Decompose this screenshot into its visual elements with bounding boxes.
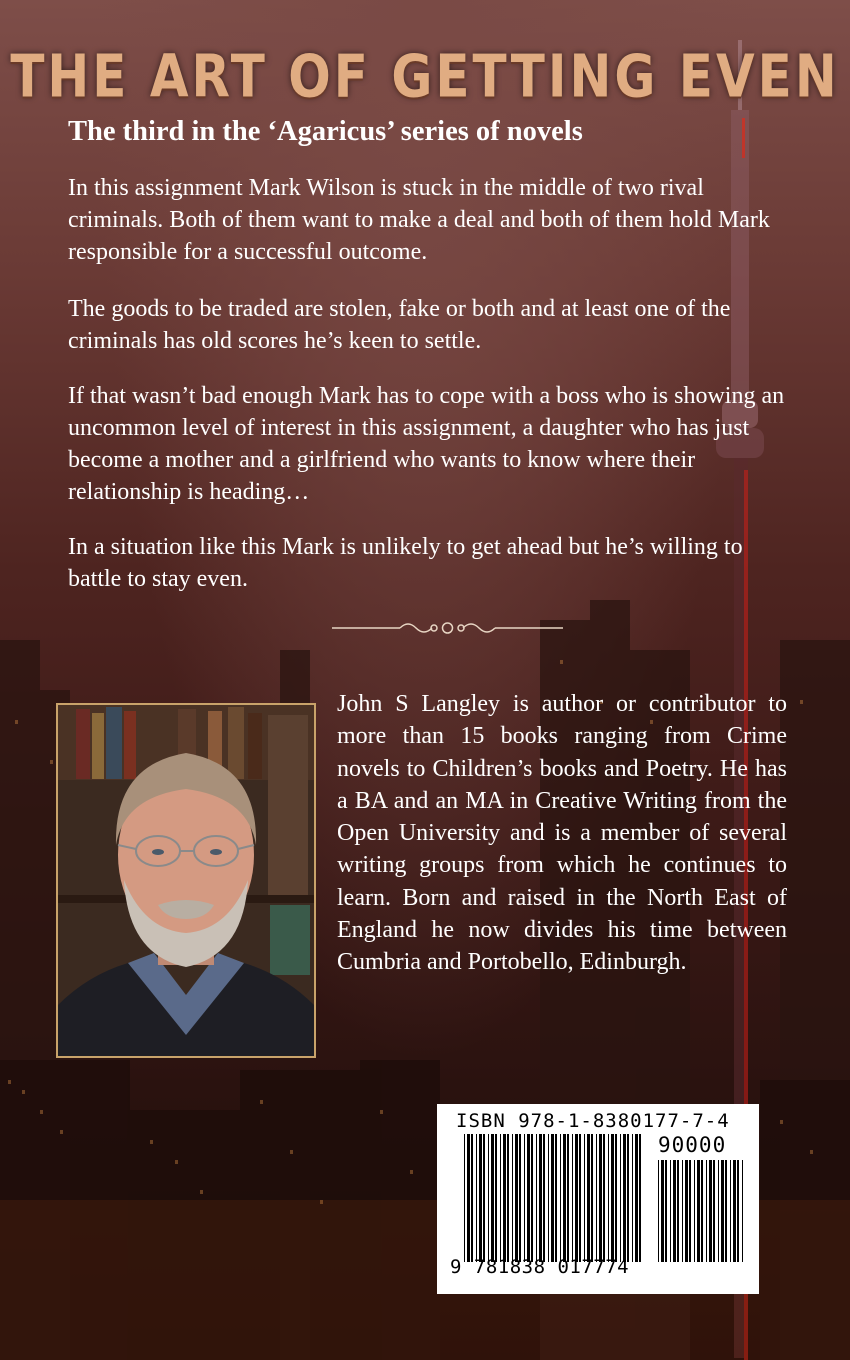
price-code: 90000 [658,1133,727,1157]
author-photo [56,703,316,1058]
series-subtitle: The third in the ‘Agaricus’ series of novels [68,116,583,147]
isbn-barcode [437,1104,759,1294]
blurb-paragraph-3: If that wasn’t bad enough Mark has to cope with a boss who is showing an uncommon level of interest in this assignment, a daughter who has just become a mother and a girlfriend who wants to know where their relationship is heading… [68,383,785,505]
blurb-paragraph-2: The goods to be traded are stolen, fake or both and at least one of the criminals has old scores he’s keen to settle. [68,296,731,354]
ornamental-divider-icon [330,618,565,638]
ean-digits: 9 781838 017774 [450,1256,630,1278]
book-title: THE ART OF GETTING EVEN [10,42,840,111]
author-bio: John S Langley is author or contributor to more than 15 books ranging from Crime novels to Children’s books and Poetry. He has a BA and an MA in Creative Writing from the Open University and is a member of several writing groups from which he continues to learn. Born and raised in the North East of England he now divides his time between Cumbria and Portobello, Edinburgh. [337,691,787,976]
addon-barcode-bars [658,1160,744,1262]
ean-barcode-bars [464,1134,644,1262]
blurb-paragraph-4: In a situation like this Mark is unlikely to get ahead but he’s willing to battle to stay even. [68,534,743,592]
isbn-label: ISBN 978-1-8380177-7-4 [456,1110,730,1132]
blurb-paragraph-1: In this assignment Mark Wilson is stuck in the middle of two rival criminals. Both of them want to make a deal and both of them hold Mark responsible for a successful outcome. [68,175,770,265]
